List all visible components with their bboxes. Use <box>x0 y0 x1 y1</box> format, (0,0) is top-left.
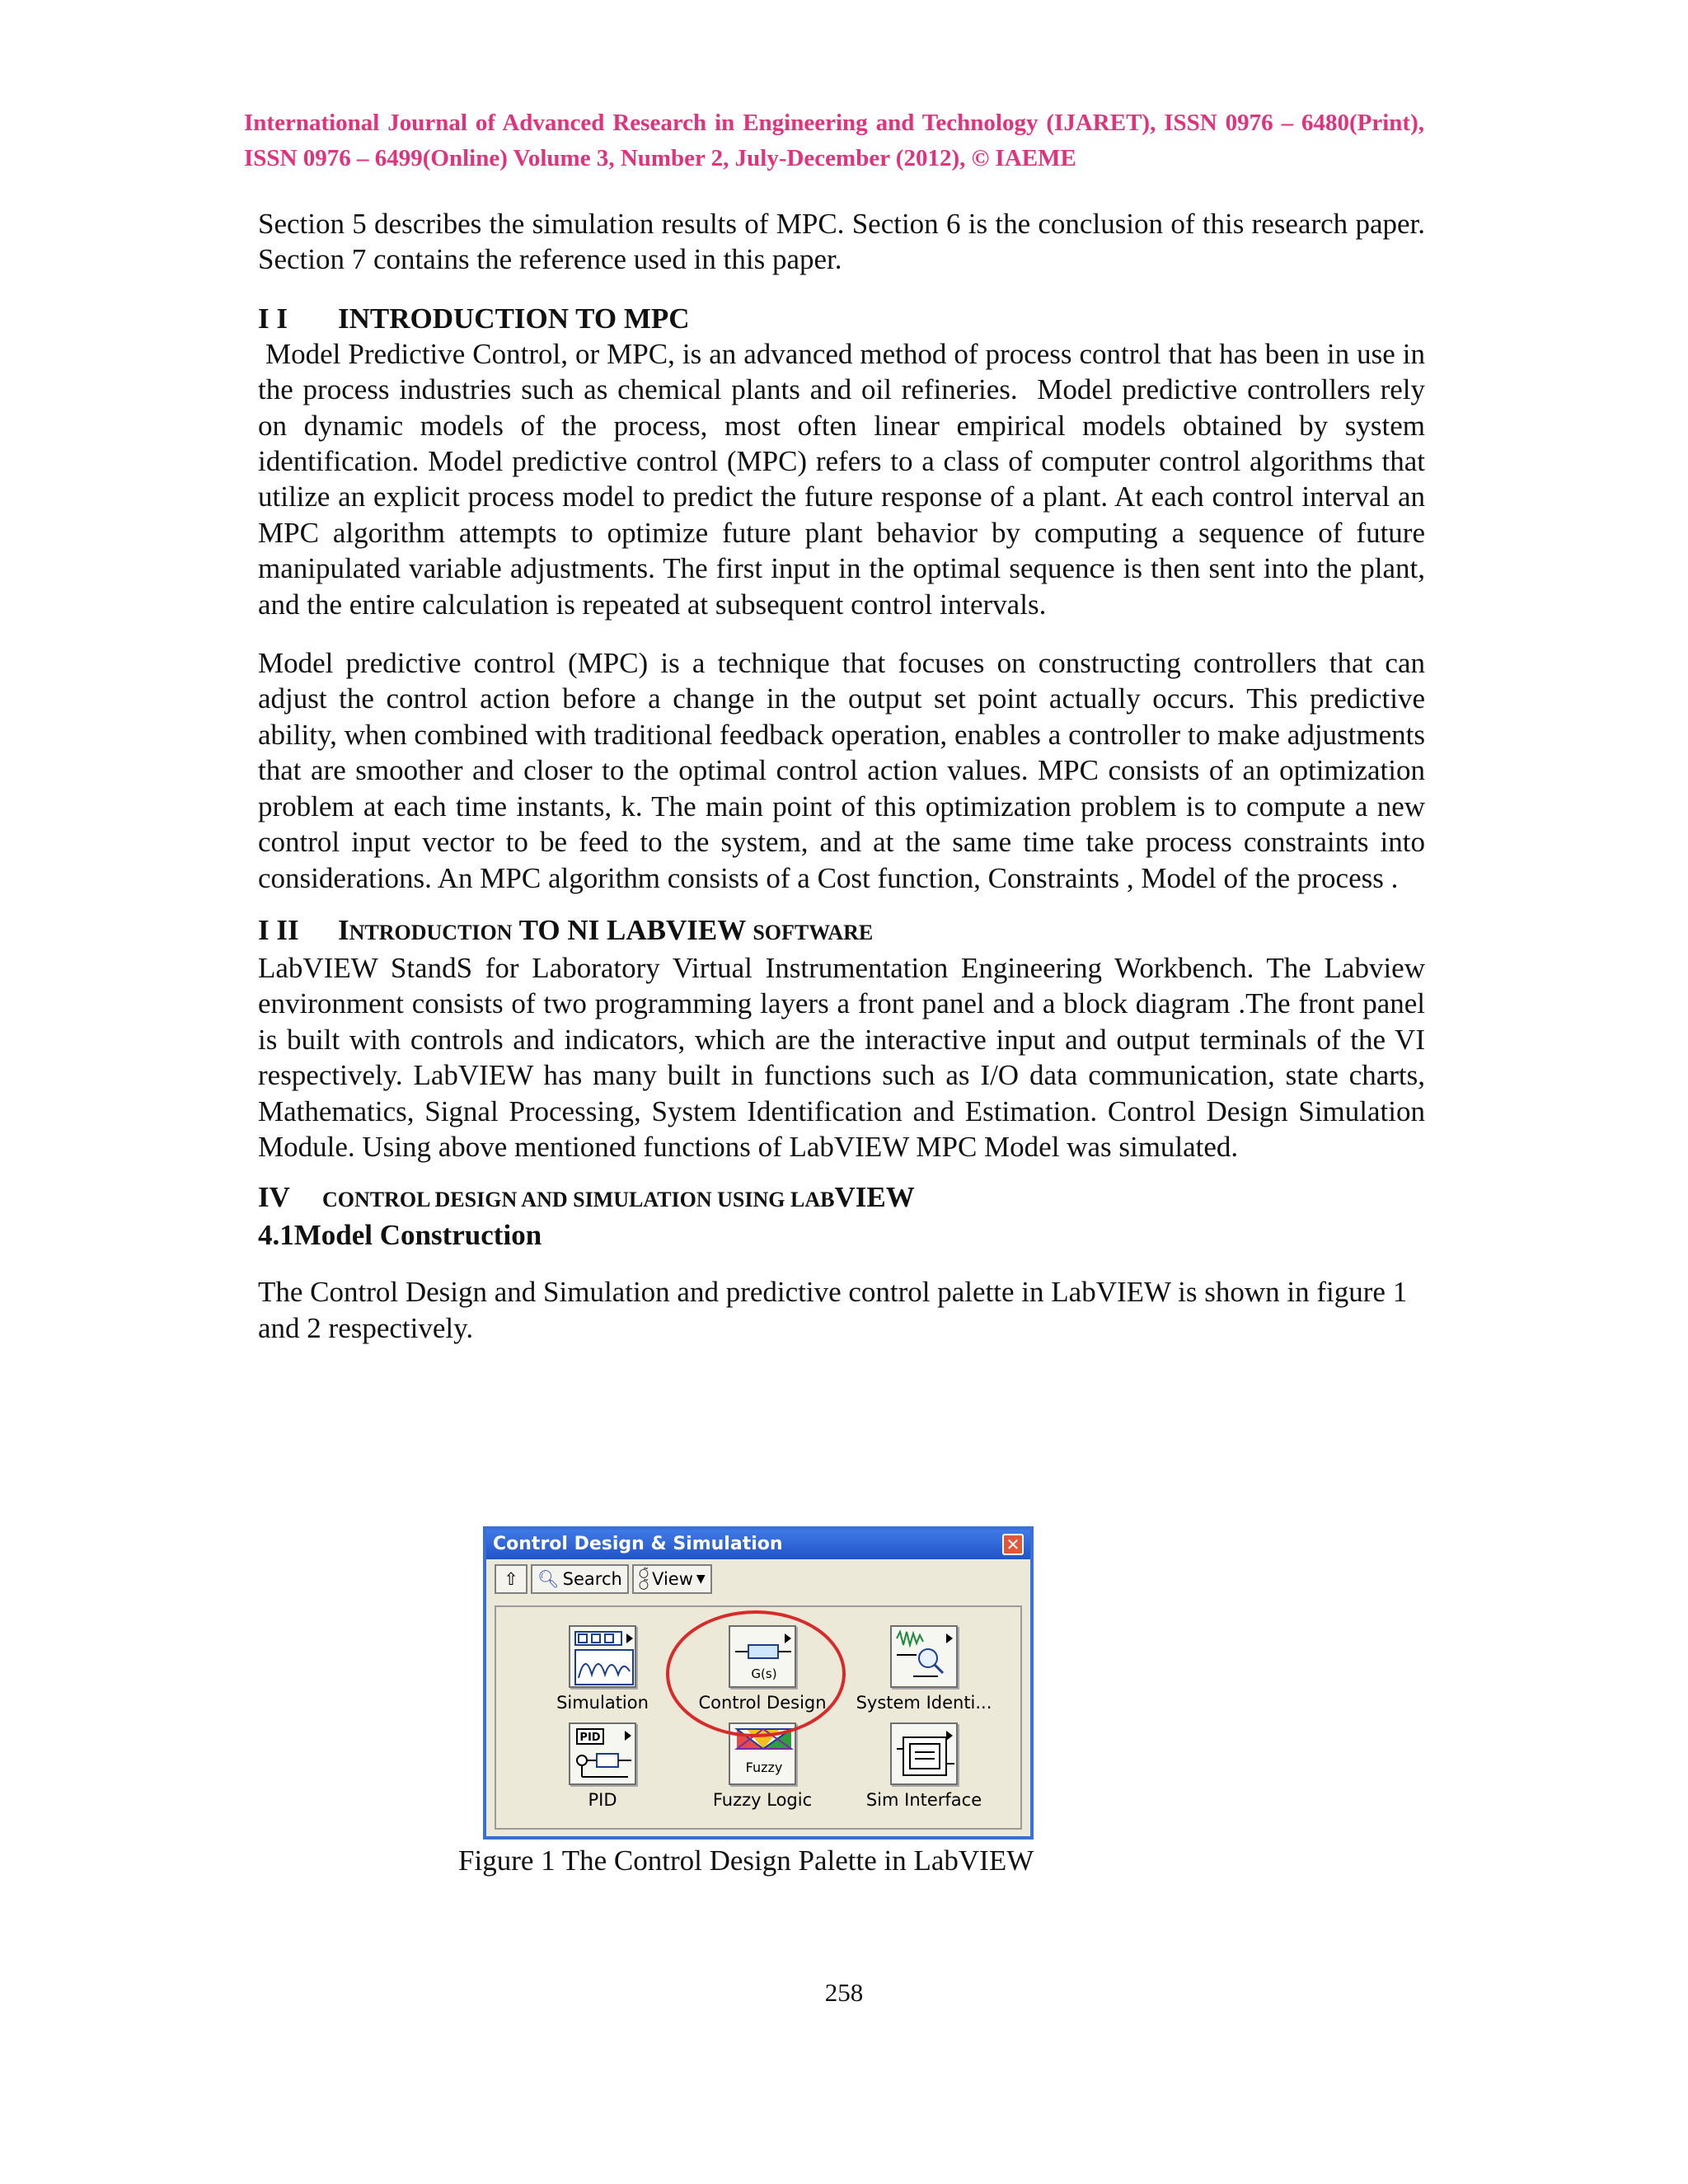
section-3-heading <box>258 912 1425 950</box>
section-3-paragraph-1: LabVIEW StandS for Laboratory Virtual Instrumentation Engineering Workbench. The Labview environment consists of two programming layers a front panel and a block diagram .The front panel is built with controls and indicators, which are the interactive input and output terminals of the VI respectively. LabVIEW has many built in functions such as I/O data communication, state charts, Mathematics, Signal Processing, System Identification and Estimation. Control Design Simulation Module. Using above mentioned functions of LabVIEW MPC Model was simulated. <box>258 951 1425 1163</box>
palette-item-label: Fuzzy Logic <box>712 1790 813 1810</box>
palette-title: Control Design & Simulation <box>493 1534 783 1554</box>
palette-item-label: Simulation <box>556 1693 649 1713</box>
section-2-paragraph-2: Model predictive control (MPC) is a technique that focuses on constructing controllers that can adjust the control action before a change in the output set point actually occurs. This predictive ability, when combined with traditional feedback operation, enables a controller to make adjustments that are smoother and closer to the optimal control action values. MPC consists of an optimization problem at each time instants, k. The main point of this optimization problem is to compute a new control input vector to be feed to the system, and at the same time take process constraints into considerations. An MPC algorithm consists of a Cost function, Constraints , Model of the process . <box>258 647 1425 894</box>
figure-caption: Figure 1 The Control Design Palette in LabVIEW <box>458 1844 1034 1877</box>
pid-label: PID <box>579 1732 601 1744</box>
palette-item-label: PID <box>588 1790 617 1810</box>
section-4-number: IV <box>258 1181 290 1214</box>
close-icon[interactable]: ✕ <box>1002 1534 1024 1555</box>
palette-item-simulation[interactable] <box>524 1625 681 1713</box>
section-4-heading <box>258 1179 1425 1217</box>
palette-item-pid[interactable] <box>524 1722 681 1810</box>
fuzzy-logic-icon <box>729 1722 796 1785</box>
sim-interface-icon <box>890 1722 958 1785</box>
search-button[interactable] <box>531 1564 629 1594</box>
section-2-number: I I <box>258 302 288 335</box>
view-options-icon: ○̃ ○̃ <box>638 1567 649 1591</box>
gs-label: G(s) <box>751 1666 777 1681</box>
subsection-4-1-heading: 4.1Model Construction <box>258 1219 542 1252</box>
section-4-title: CONTROL DESIGN AND SIMULATION USING LABVIEW <box>322 1181 915 1214</box>
palette-item-label: Sim Interface <box>865 1790 982 1810</box>
journal-header: International Journal of Advanced Research in Engineering and Technology (IJARET), ISSN 0976 – 6480(Print), ISSN 0976 – 6499(Online) Volume 3, Number 2, July-December (2012), © IAEME <box>244 110 1424 171</box>
section-3-title: INTRODUCTION TO NI LABVIEW SOFTWARE <box>338 913 874 946</box>
section-3-number: I II <box>258 913 299 946</box>
dropdown-arrow-icon: ▼ <box>696 1572 706 1586</box>
labview-palette-window <box>483 1526 1034 1840</box>
up-arrow-icon: ⇧ <box>504 1569 518 1589</box>
search-button-label: Search <box>562 1569 622 1589</box>
view-button[interactable] <box>632 1564 712 1594</box>
section-2-heading <box>258 301 1425 336</box>
section-4-paragraph-1: The Control Design and Simulation and predictive control palette in LabVIEW is shown in figure 1 and 2 respectively. <box>258 1276 1408 1344</box>
search-icon: 🔍︎ <box>537 1569 560 1589</box>
section-2-paragraph-1: Model Predictive Control, or MPC, is an advanced method of process control that has been in use in the process industries such as chemical plants and oil refineries. Model predictive controllers rely on dynamic models of the process, most often linear empirical models obtained by system identification. Model predictive control (MPC) refers to a class of computer control algorithms that utilize an explicit process model to predict the future response of a plant. At each control interval an MPC algorithm attempts to optimize future plant behavior by computing a sequence of future manipulated variable adjustments. The first input in the optimal sequence is then sent into the plant, and the entire calculation is repeated at subsequent control intervals. <box>258 337 1432 621</box>
system-identification-icon <box>890 1625 958 1688</box>
palette-item-sim-interface[interactable] <box>846 1722 1002 1810</box>
palette-item-fuzzy-logic[interactable] <box>684 1722 841 1810</box>
intro-paragraph: Section 5 describes the simulation results of MPC. Section 6 is the conclusion of this research paper. Section 7 contains the reference used in this paper. <box>258 208 1425 276</box>
simulation-icon <box>569 1625 636 1688</box>
palette-item-control-design[interactable] <box>684 1625 841 1713</box>
page-content <box>258 206 1432 1346</box>
view-button-label: View <box>652 1569 693 1589</box>
palette-item-label: System Identi... <box>856 1693 992 1713</box>
palette-items-area <box>495 1605 1022 1830</box>
palette-title-bar <box>486 1530 1030 1559</box>
palette-item-system-identification[interactable] <box>846 1625 1002 1713</box>
fuzzy-label: Fuzzy <box>745 1760 783 1775</box>
up-arrow-button[interactable] <box>495 1564 528 1594</box>
palette-toolbar <box>486 1559 1030 1599</box>
palette-item-label: Control Design <box>698 1693 827 1713</box>
page-number: 258 <box>824 1978 864 2007</box>
control-design-icon <box>729 1625 796 1688</box>
section-2-title: INTRODUCTION TO MPC <box>338 302 690 335</box>
pid-icon <box>569 1722 636 1785</box>
